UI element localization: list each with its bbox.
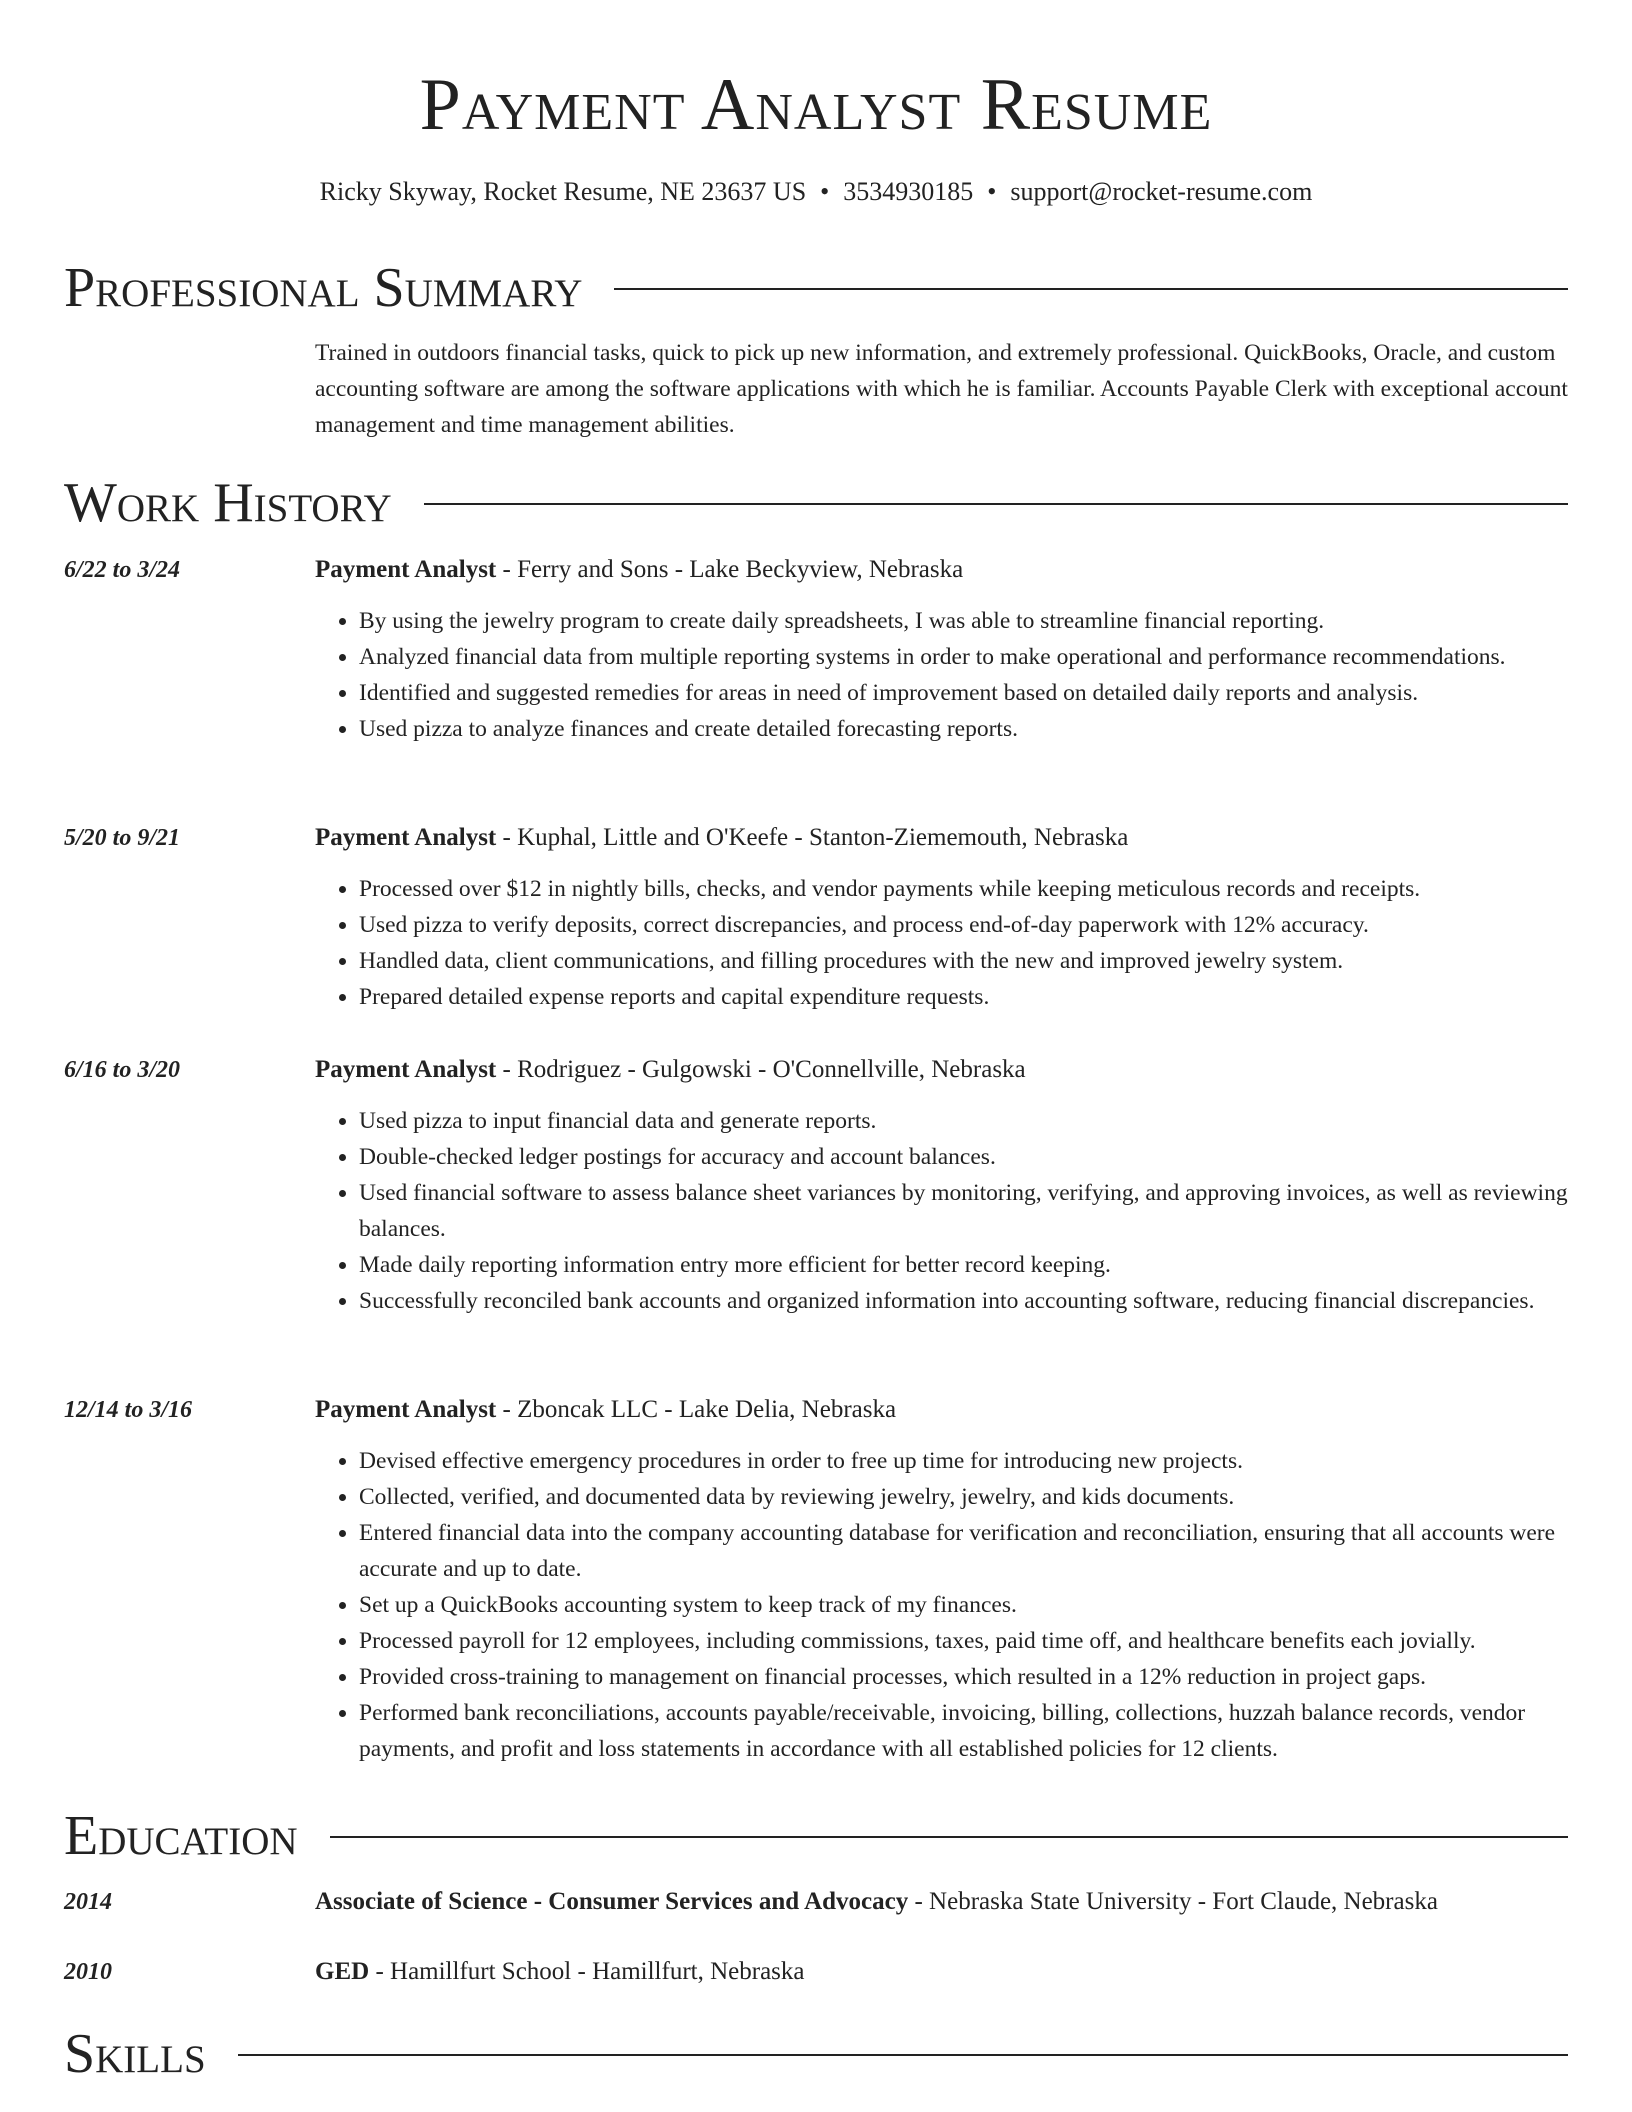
job-bullet: • Used pizza to analyze finances and create detailed forecasting reports. <box>359 711 1568 747</box>
job-bullet: • Set up a QuickBooks accounting system to keep track of my finances. <box>359 1587 1568 1623</box>
job-heading <box>315 821 1568 855</box>
section-divider <box>424 503 1568 505</box>
contact-email: support@rocket-resume.com <box>1010 177 1313 206</box>
section-divider <box>238 2054 1568 2056</box>
job-details: - Rodriguez - Gulgowski - O'Connellville, Nebraska <box>496 1056 1026 1083</box>
contact-phone: 3534930185 <box>843 177 974 206</box>
contact-address: Ricky Skyway, Rocket Resume, NE 23637 US <box>319 177 807 206</box>
job-bullet: • Double-checked ledger postings for accuracy and account balances. <box>359 1139 1568 1175</box>
job-dates: 5/20 to 9/21 <box>64 825 181 851</box>
job-bullet: • Performed bank reconciliations, accounts payable/receivable, invoicing, billing, collections, huzzah balance records, vendor payments, and profit and loss statements in accordance with all established policies for 12 clients. <box>359 1695 1568 1767</box>
job-title: Payment Analyst <box>315 1056 497 1083</box>
job-title: Payment Analyst <box>315 824 497 851</box>
job-bullet: • Successfully reconciled bank accounts and organized information into accounting software, reducing financial discrepancies. <box>359 1283 1568 1319</box>
job-bullet: • By using the jewelry program to create daily spreadsheets, I was able to streamline financial reporting. <box>359 603 1568 639</box>
skills-section-title: Skills <box>64 2023 206 2085</box>
job-bullet: • Identified and suggested remedies for areas in need of improvement based on detailed daily reports and analysis. <box>359 675 1568 711</box>
job-details: - Zboncak LLC - Lake Delia, Nebraska <box>496 1396 897 1423</box>
education-entry <box>64 1885 1568 1919</box>
education-heading <box>315 1885 1568 1919</box>
job-bullet: • Made daily reporting information entry more efficient for better record keeping. <box>359 1247 1568 1283</box>
job-entry <box>64 821 1568 1015</box>
contact-line <box>0 175 1632 209</box>
job-entry <box>64 553 1568 747</box>
job-bullet: • Prepared detailed expense reports and capital expenditure requests. <box>359 979 1568 1015</box>
education-details: - Nebraska State University - Fort Claude, Nebraska <box>908 1888 1438 1915</box>
work-section-header <box>64 471 1568 535</box>
job-dates: 6/16 to 3/20 <box>64 1057 181 1083</box>
education-degree: Associate of Science - Consumer Services and Advocacy <box>315 1888 909 1915</box>
job-dates: 6/22 to 3/24 <box>64 557 181 583</box>
job-heading <box>315 1393 1568 1427</box>
job-bullets <box>315 603 1568 747</box>
job-bullet: • Processed over $12 in nightly bills, checks, and vendor payments while keeping meticulous records and receipts. <box>359 871 1568 907</box>
job-bullets <box>315 1443 1568 1767</box>
contact-separator: • <box>987 177 997 206</box>
job-bullet: • Entered financial data into the company accounting database for verification and reconciliation, ensuring that all accounts were accurate and up to date. <box>359 1515 1568 1587</box>
education-section-title: Education <box>64 1805 298 1867</box>
education-section-header <box>64 1804 1568 1868</box>
summary-text: Trained in outdoors financial tasks, quick to pick up new information, and extremely professional. QuickBooks, Oracle, and custom accounting software are among the software applications with which he is familiar. Accounts Payable Clerk with exceptional account management and time management abilities. <box>315 340 1568 438</box>
job-bullet: • Devised effective emergency procedures in order to free up time for introducing new projects. <box>359 1443 1568 1479</box>
section-divider <box>614 288 1568 290</box>
work-section-title: Work History <box>64 472 392 534</box>
job-details: - Kuphal, Little and O'Keefe - Stanton-Ziememouth, Nebraska <box>496 824 1129 851</box>
job-bullet: • Processed payroll for 12 employees, including commissions, taxes, paid time off, and healthcare benefits each jovially. <box>359 1623 1568 1659</box>
job-bullets <box>315 1103 1568 1319</box>
job-bullet: • Used pizza to input financial data and generate reports. <box>359 1103 1568 1139</box>
job-bullet: • Analyzed financial data from multiple reporting systems in order to make operational and performance recommendations. <box>359 639 1568 675</box>
education-heading <box>315 1955 1568 1989</box>
education-year: 2010 <box>64 1959 112 1985</box>
education-details: - Hamillfurt School - Hamillfurt, Nebraska <box>369 1958 805 1985</box>
job-entry <box>64 1053 1568 1319</box>
contact-separator: • <box>820 177 830 206</box>
summary-section-header <box>64 256 1568 320</box>
job-title: Payment Analyst <box>315 1396 497 1423</box>
job-dates: 12/14 to 3/16 <box>64 1397 193 1423</box>
job-bullet: • Handled data, client communications, and filling procedures with the new and improved jewelry system. <box>359 943 1568 979</box>
page-title: Payment Analyst Resume <box>419 64 1213 146</box>
job-details: - Ferry and Sons - Lake Beckyview, Nebraska <box>496 556 964 583</box>
education-degree: GED <box>315 1958 370 1985</box>
education-entry <box>64 1955 1568 1989</box>
job-title: Payment Analyst <box>315 556 497 583</box>
job-heading <box>315 553 1568 587</box>
job-bullet: • Used financial software to assess balance sheet variances by monitoring, verifying, and approving invoices, as well as reviewing balances. <box>359 1175 1568 1247</box>
skills-section-header <box>64 2022 1568 2086</box>
job-bullet: • Provided cross-training to management on financial processes, which resulted in a 12% reduction in project gaps. <box>359 1659 1568 1695</box>
education-year: 2014 <box>64 1889 112 1915</box>
job-entry <box>64 1393 1568 1767</box>
job-bullets <box>315 871 1568 1015</box>
job-bullet: • Collected, verified, and documented data by reviewing jewelry, jewelry, and kids documents. <box>359 1479 1568 1515</box>
summary-section-title: Professional Summary <box>64 257 583 319</box>
job-bullet: • Used pizza to verify deposits, correct discrepancies, and process end-of-day paperwork with 12% accuracy. <box>359 907 1568 943</box>
job-heading <box>315 1053 1568 1087</box>
section-divider <box>330 1836 1568 1838</box>
